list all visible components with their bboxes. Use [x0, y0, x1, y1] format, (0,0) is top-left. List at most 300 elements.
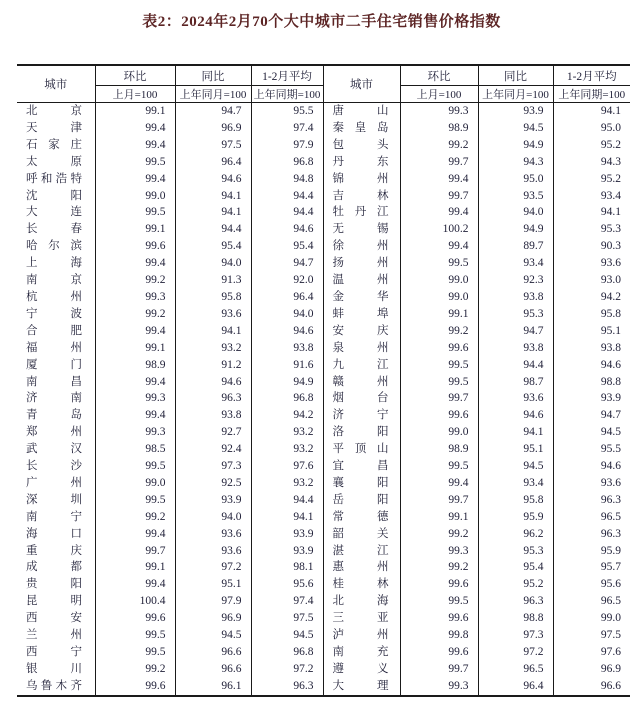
value-cell: 99.4 [95, 120, 175, 137]
value-cell: 99.5 [95, 627, 175, 644]
city-name: 金华 [332, 290, 389, 303]
table-row [17, 340, 630, 357]
city-name: 遵义 [332, 662, 389, 675]
city-name: 济宁 [332, 409, 389, 422]
value-cell: 94.6 [175, 374, 251, 391]
city-cell [323, 576, 400, 593]
value-cell: 99.1 [400, 509, 478, 526]
table-row [17, 238, 630, 255]
value-cell: 94.1 [175, 204, 251, 221]
city-cell [17, 576, 95, 593]
value-cell: 92.0 [251, 272, 323, 289]
value-cell: 99.6 [95, 238, 175, 255]
table-row [17, 323, 630, 340]
value-cell: 93.9 [600, 392, 621, 405]
city-name: 沈阳 [26, 189, 82, 202]
value-cell: 99.8 [400, 627, 478, 644]
value-cell: 94.6 [478, 407, 553, 424]
table-row [17, 559, 630, 576]
value-cell: 99.0 [400, 424, 478, 441]
value-cell: 94.9 [251, 374, 323, 391]
value-cell: 99.1 [95, 103, 175, 120]
table-row [17, 678, 630, 696]
table-row [17, 576, 630, 593]
value-cell: 99.3 [95, 289, 175, 306]
city-name: 太原 [26, 155, 82, 168]
value-cell: 93.9 [251, 543, 323, 560]
value-cell: 95.9 [600, 544, 621, 557]
city-name: 平顶山 [332, 443, 389, 456]
value-cell: 95.9 [478, 509, 553, 526]
value-cell: 99.5 [95, 154, 175, 171]
column-header-mom-left: 环比 [95, 65, 175, 86]
value-cell: 99.4 [95, 374, 175, 391]
city-name: 北京 [26, 105, 82, 117]
value-cell: 95.4 [478, 559, 553, 576]
value-cell: 96.4 [251, 289, 323, 306]
value-cell: 99.1 [95, 221, 175, 238]
value-cell: 99.6 [400, 576, 478, 593]
value-cell: 94.4 [175, 221, 251, 238]
city-name: 济南 [26, 392, 82, 405]
table-row [17, 357, 630, 374]
table-row [17, 306, 630, 323]
city-cell [17, 475, 95, 492]
city-cell [323, 610, 400, 627]
value-cell: 99.6 [400, 644, 478, 661]
value-cell: 96.4 [478, 678, 553, 696]
city-cell [17, 509, 95, 526]
table-row [17, 627, 630, 644]
value-cell: 99.6 [95, 610, 175, 627]
value-cell: 95.4 [175, 238, 251, 255]
value-cell: 92.3 [478, 272, 553, 289]
value-cell: 94.5 [175, 627, 251, 644]
value-cell: 94.5 [478, 458, 553, 475]
value-cell: 99.5 [400, 458, 478, 475]
city-cell [17, 492, 95, 509]
city-cell [17, 238, 95, 255]
value-cell: 97.6 [251, 458, 323, 475]
city-cell [17, 204, 95, 221]
value-cell: 99.0 [400, 272, 478, 289]
value-cell: 99.0 [95, 475, 175, 492]
value-cell: 96.3 [175, 390, 251, 407]
value-cell: 96.1 [175, 678, 251, 696]
value-cell: 98.9 [400, 441, 478, 458]
city-name: 韶关 [332, 527, 389, 540]
value-cell: 94.7 [600, 409, 621, 422]
city-name: 呼和浩特 [26, 172, 82, 185]
city-cell [323, 441, 400, 458]
value-cell: 95.1 [478, 441, 553, 458]
value-cell: 94.4 [478, 357, 553, 374]
value-cell: 95.4 [251, 238, 323, 255]
table-row [17, 458, 630, 475]
value-cell: 91.6 [251, 357, 323, 374]
value-cell: 94.3 [478, 154, 553, 171]
city-name: 常德 [332, 510, 389, 523]
value-cell: 95.1 [600, 324, 621, 337]
city-name: 襄阳 [332, 476, 389, 489]
value-cell: 93.2 [251, 441, 323, 458]
city-cell [17, 559, 95, 576]
value-cell: 94.0 [175, 509, 251, 526]
subheader-mom-right: 上月=100 [400, 86, 478, 103]
city-cell [17, 272, 95, 289]
city-cell [323, 424, 400, 441]
value-cell: 93.8 [251, 340, 323, 357]
value-cell: 95.7 [600, 561, 621, 574]
value-cell: 96.8 [251, 390, 323, 407]
city-name: 惠州 [332, 561, 389, 574]
table-row [17, 289, 630, 306]
value-cell: 93.2 [251, 424, 323, 441]
value-cell: 93.8 [175, 407, 251, 424]
value-cell: 94.7 [251, 255, 323, 272]
value-cell: 99.5 [95, 204, 175, 221]
value-cell: 99.0 [600, 612, 621, 625]
city-cell [17, 306, 95, 323]
value-cell: 96.6 [175, 644, 251, 661]
value-cell: 98.9 [400, 120, 478, 137]
value-cell: 89.7 [478, 238, 553, 255]
value-cell: 98.1 [251, 559, 323, 576]
value-cell: 93.4 [478, 475, 553, 492]
value-cell: 92.7 [175, 424, 251, 441]
value-cell: 92.4 [175, 441, 251, 458]
city-cell [323, 458, 400, 475]
subheader-yoy-right: 上年同月=100 [478, 86, 553, 103]
value-cell: 99.7 [400, 661, 478, 678]
value-cell: 94.4 [251, 492, 323, 509]
value-cell: 99.5 [400, 255, 478, 272]
table-row [17, 424, 630, 441]
value-cell: 99.4 [95, 407, 175, 424]
value-cell: 99.4 [95, 526, 175, 543]
value-cell: 93.9 [251, 526, 323, 543]
subheader-avg-right: 上年同期=100 [558, 89, 626, 101]
value-cell: 94.2 [251, 407, 323, 424]
city-name: 南充 [332, 646, 389, 658]
city-cell [323, 120, 400, 137]
city-cell [17, 593, 95, 610]
value-cell: 96.3 [600, 493, 621, 506]
city-name: 三亚 [332, 612, 389, 625]
city-cell [323, 661, 400, 678]
city-name: 九江 [332, 358, 389, 371]
value-cell: 97.5 [175, 137, 251, 154]
table-row [17, 390, 630, 407]
value-cell: 99.3 [95, 424, 175, 441]
value-cell: 95.5 [600, 443, 621, 456]
value-cell: 99.4 [400, 171, 478, 188]
value-cell: 99.3 [400, 543, 478, 560]
city-cell [323, 171, 400, 188]
value-cell: 97.9 [251, 137, 323, 154]
value-cell: 99.7 [400, 154, 478, 171]
column-header-avg-right: 1-2月平均 [553, 65, 630, 86]
value-cell: 99.5 [400, 374, 478, 391]
city-cell [323, 323, 400, 340]
city-name: 烟台 [332, 392, 389, 405]
city-cell [323, 221, 400, 238]
city-name: 长春 [26, 223, 82, 236]
value-cell: 99.4 [95, 576, 175, 593]
column-header-city-left: 城市 [17, 65, 95, 103]
city-name: 桂林 [332, 578, 389, 591]
value-cell: 98.8 [478, 610, 553, 627]
value-cell: 94.5 [478, 120, 553, 137]
value-cell: 95.6 [600, 578, 621, 591]
table-row [17, 120, 630, 137]
value-cell: 99.1 [400, 306, 478, 323]
value-cell: 97.2 [251, 661, 323, 678]
table-row [17, 272, 630, 289]
city-name: 兰州 [26, 629, 82, 642]
city-name: 重庆 [26, 544, 82, 557]
city-name: 扬州 [332, 257, 389, 270]
table-container [17, 64, 630, 697]
city-name: 大理 [332, 679, 389, 692]
value-cell: 97.9 [175, 593, 251, 610]
value-cell: 95.2 [600, 138, 621, 151]
table-row [17, 610, 630, 627]
city-name: 牡丹江 [332, 206, 389, 219]
city-name: 贵阳 [26, 578, 82, 591]
value-cell: 99.4 [95, 255, 175, 272]
city-cell [323, 137, 400, 154]
city-cell [17, 407, 95, 424]
value-cell: 96.5 [600, 595, 621, 608]
city-name: 海口 [26, 527, 82, 540]
value-cell: 99.2 [400, 559, 478, 576]
city-cell [17, 627, 95, 644]
city-name: 天津 [26, 121, 82, 134]
table-body [17, 103, 630, 696]
city-name: 昆明 [26, 595, 82, 608]
value-cell: 99.5 [95, 644, 175, 661]
value-cell: 99.0 [95, 188, 175, 205]
value-cell: 95.8 [478, 492, 553, 509]
city-cell [17, 441, 95, 458]
city-name: 徐州 [332, 240, 389, 253]
column-header-city-right: 城市 [323, 65, 400, 103]
value-cell: 94.9 [478, 221, 553, 238]
table-row [17, 154, 630, 171]
city-cell [17, 188, 95, 205]
value-cell: 97.4 [251, 120, 323, 137]
table-row [17, 103, 630, 120]
value-cell: 99.2 [95, 272, 175, 289]
table-header [17, 65, 630, 103]
column-header-yoy-left: 同比 [175, 65, 251, 86]
value-cell: 94.6 [600, 460, 621, 473]
value-cell: 97.6 [600, 646, 621, 658]
value-cell: 95.3 [478, 306, 553, 323]
value-cell: 95.8 [600, 307, 621, 320]
city-cell [323, 306, 400, 323]
value-cell: 94.6 [251, 323, 323, 340]
city-cell [323, 509, 400, 526]
value-cell: 97.4 [251, 593, 323, 610]
value-cell: 94.8 [251, 171, 323, 188]
value-cell: 94.7 [175, 103, 251, 120]
value-cell: 93.4 [600, 189, 621, 202]
value-cell: 94.0 [478, 204, 553, 221]
column-header-avg-left: 1-2月平均 [251, 65, 323, 86]
table-row [17, 441, 630, 458]
city-name: 郑州 [26, 426, 82, 439]
value-cell: 99.4 [95, 171, 175, 188]
city-name: 厦门 [26, 358, 82, 371]
city-cell [17, 390, 95, 407]
city-name: 安庆 [332, 324, 389, 337]
value-cell: 93.2 [251, 475, 323, 492]
city-cell [323, 593, 400, 610]
subheader-yoy-left: 上年同月=100 [175, 86, 251, 103]
value-cell: 99.2 [95, 509, 175, 526]
city-cell [17, 323, 95, 340]
value-cell: 94.0 [251, 306, 323, 323]
table-row [17, 407, 630, 424]
value-cell: 99.1 [95, 340, 175, 357]
city-name: 上海 [26, 257, 82, 270]
value-cell: 98.8 [600, 375, 621, 388]
city-name: 武汉 [26, 443, 82, 456]
city-cell [323, 407, 400, 424]
city-name: 泸州 [332, 629, 389, 642]
city-name: 深圳 [26, 493, 82, 506]
value-cell: 98.9 [95, 357, 175, 374]
value-cell: 96.5 [478, 661, 553, 678]
value-cell: 93.6 [175, 543, 251, 560]
value-cell: 100.2 [400, 221, 478, 238]
value-cell: 99.3 [95, 390, 175, 407]
city-cell [323, 543, 400, 560]
value-cell: 99.6 [400, 407, 478, 424]
value-cell: 97.2 [478, 644, 553, 661]
value-cell: 91.3 [175, 272, 251, 289]
table-row [17, 593, 630, 610]
city-cell [17, 678, 95, 696]
city-cell [17, 543, 95, 560]
city-cell [17, 154, 95, 171]
city-name: 蚌埠 [332, 307, 389, 320]
table-row [17, 255, 630, 272]
city-name: 大连 [26, 206, 82, 219]
value-cell: 93.6 [600, 257, 621, 270]
city-name: 合肥 [26, 324, 82, 337]
city-cell [17, 120, 95, 137]
value-cell: 90.3 [600, 240, 621, 253]
city-name: 成都 [26, 561, 82, 574]
value-cell: 99.7 [400, 390, 478, 407]
city-name: 南宁 [26, 510, 82, 523]
city-cell [17, 661, 95, 678]
city-cell [17, 340, 95, 357]
value-cell: 99.7 [400, 492, 478, 509]
value-cell: 99.6 [400, 340, 478, 357]
city-cell [17, 289, 95, 306]
value-cell: 94.3 [600, 155, 621, 168]
city-name: 西宁 [26, 646, 82, 658]
value-cell: 94.2 [600, 290, 621, 303]
value-cell: 96.8 [251, 154, 323, 171]
city-cell [17, 644, 95, 661]
city-cell [17, 103, 95, 120]
value-cell: 99.4 [95, 323, 175, 340]
city-cell [323, 289, 400, 306]
value-cell: 96.2 [478, 526, 553, 543]
table-row [17, 188, 630, 205]
city-name: 宜昌 [332, 460, 389, 473]
table-row [17, 661, 630, 678]
city-cell [323, 204, 400, 221]
value-cell: 94.5 [251, 627, 323, 644]
value-cell: 99.2 [400, 323, 478, 340]
value-cell: 97.3 [175, 458, 251, 475]
value-cell: 99.7 [400, 188, 478, 205]
price-index-table [17, 64, 630, 697]
value-cell: 99.2 [95, 661, 175, 678]
header-row-main [17, 65, 630, 86]
city-name: 北海 [332, 595, 389, 608]
value-cell: 94.6 [251, 221, 323, 238]
city-cell [17, 374, 95, 391]
value-cell: 93.8 [478, 289, 553, 306]
city-name: 广州 [26, 476, 82, 489]
value-cell: 99.6 [400, 610, 478, 627]
value-cell: 99.5 [400, 593, 478, 610]
city-cell [323, 272, 400, 289]
city-name: 秦皇岛 [332, 121, 389, 134]
value-cell: 99.5 [400, 357, 478, 374]
table-row [17, 543, 630, 560]
value-cell: 93.9 [175, 492, 251, 509]
value-cell: 94.1 [175, 188, 251, 205]
city-name: 温州 [332, 274, 389, 287]
value-cell: 96.3 [478, 593, 553, 610]
city-cell [323, 559, 400, 576]
value-cell: 94.1 [600, 206, 621, 219]
table-row [17, 509, 630, 526]
city-cell [323, 374, 400, 391]
city-cell [323, 154, 400, 171]
table-row [17, 475, 630, 492]
city-cell [323, 475, 400, 492]
value-cell: 96.9 [600, 662, 621, 675]
page-title: 表2：2024年2月70个大中城市二手住宅销售价格指数 [142, 14, 501, 30]
value-cell: 95.3 [600, 223, 621, 236]
city-cell [323, 188, 400, 205]
value-cell: 96.3 [251, 678, 323, 696]
city-name: 泉州 [332, 341, 389, 354]
subheader-avg-left: 上年同期=100 [251, 86, 323, 103]
value-cell: 95.6 [251, 576, 323, 593]
city-name: 青岛 [26, 409, 82, 422]
value-cell: 96.6 [175, 661, 251, 678]
value-cell: 96.5 [600, 510, 621, 523]
value-cell: 99.3 [400, 678, 478, 696]
value-cell: 96.8 [251, 644, 323, 661]
value-cell: 96.4 [175, 154, 251, 171]
value-cell: 99.4 [95, 137, 175, 154]
value-cell: 94.0 [175, 255, 251, 272]
city-cell [17, 458, 95, 475]
value-cell: 93.5 [478, 188, 553, 205]
city-name: 南昌 [26, 375, 82, 388]
